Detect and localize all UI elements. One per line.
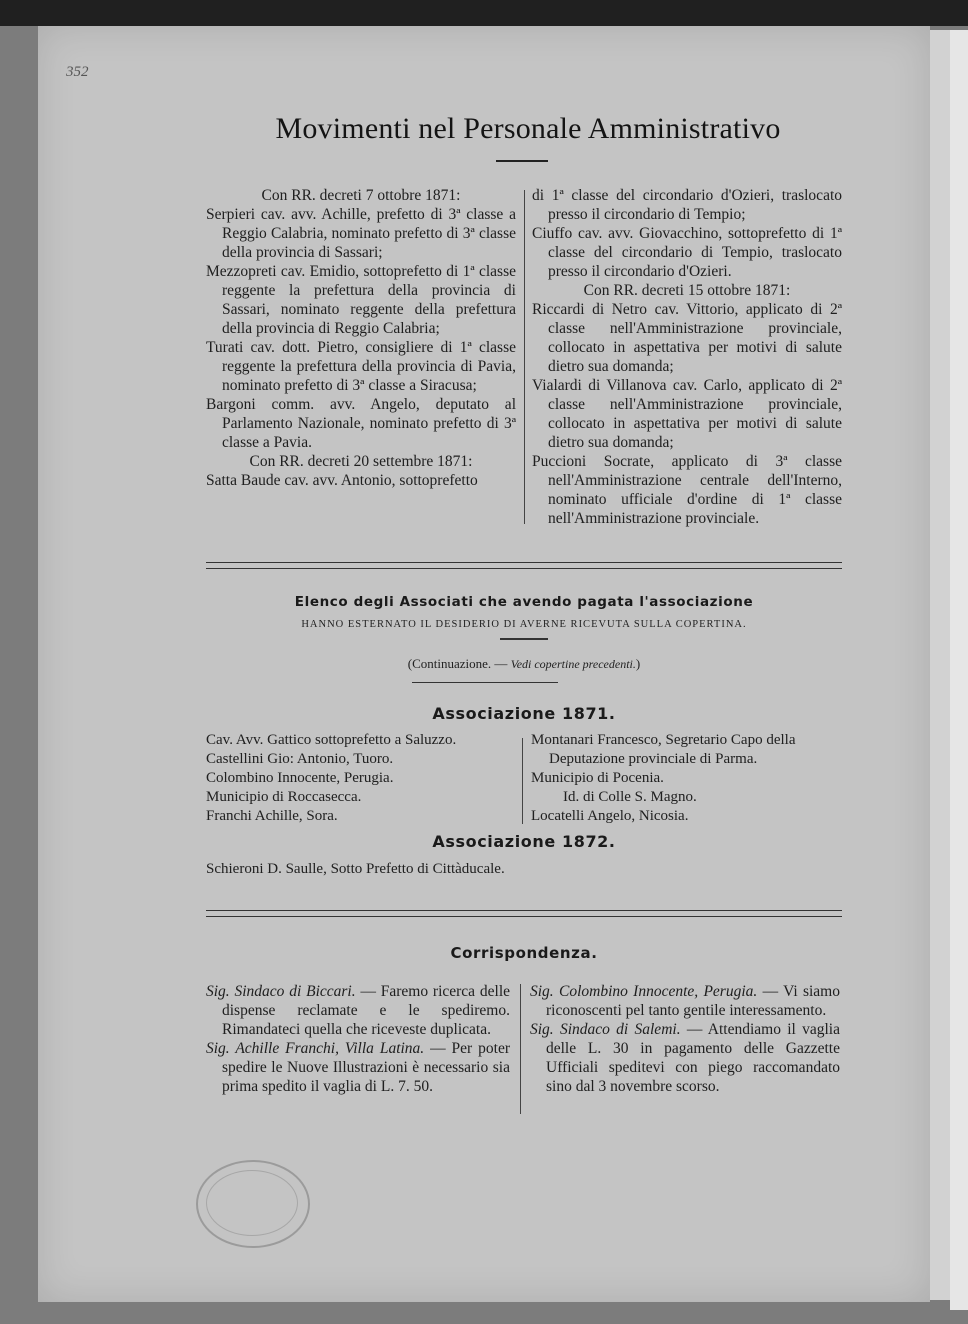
correspondence-text: — Per poter spedire le Nuove Illustrazioni è necessario sia prima spedito il vaglia di L. 7. 50. <box>222 1040 510 1095</box>
corrispondenza-heading: Corrispondenza. <box>450 944 598 962</box>
correspondence-addressee: Sig. Sindaco di Salemi. <box>530 1021 681 1038</box>
correspondence-addressee: Sig. Sindaco di Biccari. <box>206 983 356 1000</box>
section-double-rule <box>206 562 842 569</box>
list-item: Franchi Achille, Sora. <box>206 808 338 824</box>
movement-entry: Puccioni Socrate, applicato di 3ª classe nell'Amministrazione centrale dell'Interno, nominato ufficiale d'ordine di 1ª classe nell'Amministrazione provinciale. <box>532 453 842 527</box>
continuation-label: (Continuazione. — <box>407 656 508 671</box>
page-edge-outer <box>950 30 968 1310</box>
correspondence-text: — Faremo ricerca delle dispense reclamate e le spediremo. Rimandateci quella che riceveste duplicata. <box>222 983 511 1038</box>
movement-entry: Bargoni comm. avv. Angelo, deputato al Parlamento Nazionale, nominato prefetto di 3ª classe a Pavia. <box>206 396 516 451</box>
correspondence-entry <box>530 1020 840 1096</box>
title-rule <box>496 160 548 162</box>
movement-entry: Mezzopreti cav. Emidio, sottoprefetto di 1ª classe reggente la prefettura della provincia di Sassari, nominato reggente della prefettura della provincia di Reggio Calabria; <box>206 263 516 337</box>
movement-entry: Ciuffo cav. avv. Giovacchino, sottoprefetto di 1ª classe del circondario di Tempio, traslocato presso il circondario d'Ozieri. <box>532 225 842 280</box>
correspondence-entry <box>530 982 840 1020</box>
correspondence-addressee: Sig. Colombino Innocente, Perugia. <box>530 983 758 1000</box>
movement-entry: Vialardi di Villanova cav. Carlo, applicato di 2ª classe nell'Amministrazione provinciale, collocato in aspettativa per motivi di salute dietro sua domanda; <box>532 377 842 451</box>
list-item: Colombino Innocente, Perugia. <box>206 770 394 786</box>
decree-heading: Con RR. decreti 7 ottobre 1871: <box>261 187 461 204</box>
correspondence-entry <box>206 982 510 1039</box>
assoc-1872-entry <box>206 860 842 879</box>
elenco-heading: Elenco degli Associati che avendo pagata l'associazione <box>294 594 754 610</box>
decree-heading: Con RR. decreti 15 ottobre 1871: <box>583 282 791 299</box>
list-item: Cav. Avv. Gattico sottoprefetto a Saluzzo. <box>206 732 457 748</box>
assoc-1871-left-list <box>206 731 516 826</box>
list-item: Montanari Francesco, Segretario Capo della <box>531 732 796 748</box>
correspondence-entry <box>206 1039 510 1096</box>
column-divider <box>524 190 525 524</box>
library-stamp-inner <box>206 1170 298 1236</box>
correspondence-addressee: Sig. Achille Franchi, Villa Latina. <box>206 1040 425 1057</box>
continuation-reference: Vedi copertine precedenti. <box>510 657 636 671</box>
movements-left-column <box>206 186 516 490</box>
elenco-rule <box>500 638 548 640</box>
continuation-close: ) <box>635 656 641 671</box>
movement-entry: Turati cav. dott. Pietro, consigliere di 1ª classe reggente la prefettura della provincia di Pavia, nominato prefetto di 3ª classe a Siracusa; <box>206 339 516 394</box>
elenco-subheading: HANNO ESTERNATO IL DESIDERIO DI AVERNE RICEVUTA SULLA COPERTINA. <box>301 619 747 630</box>
list-item: Id. di Colle S. Magno. <box>563 789 697 805</box>
assoc-divider <box>522 738 523 824</box>
movement-entry: di 1ª classe del circondario d'Ozieri, traslocato presso il circondario di Tempio; <box>532 187 842 223</box>
page-number: 352 <box>66 64 89 80</box>
corrispondenza-right-column <box>530 982 840 1096</box>
corrispondenza-left-column <box>206 982 510 1096</box>
assoc-1871-heading: Associazione 1871. <box>432 704 616 723</box>
movements-right-column <box>532 186 842 528</box>
assoc-1872-heading: Associazione 1872. <box>432 832 616 851</box>
movement-entry: Serpieri cav. avv. Achille, prefetto di 3ª classe a Reggio Calabria, nominato prefetto di 3ª classe della provincia di Sassari; <box>206 206 516 261</box>
movement-entry: Riccardi di Netro cav. Vittorio, applicato di 2ª classe nell'Amministrazione provinciale, collocato in aspettativa per motivi di salute dietro sua domanda; <box>532 301 842 375</box>
section-double-rule-2 <box>206 910 842 917</box>
list-item: Municipio di Pocenia. <box>531 770 664 786</box>
page-title: Movimenti nel Personale Amministrativo <box>275 112 781 145</box>
scan-top-border <box>0 0 968 26</box>
movement-entry: Satta Baude cav. avv. Antonio, sottoprefetto <box>206 472 478 489</box>
list-item: Deputazione provinciale di Parma. <box>549 751 758 767</box>
continuation-note <box>206 656 842 672</box>
list-item: Municipio di Roccasecca. <box>206 789 362 805</box>
correspondence-text: — Attendiamo il vaglia delle L. 30 in pagamento delle Gazzette Ufficiali speditevi con piego raccomandato sino dal 3 novembre scorso. <box>546 1021 840 1095</box>
correspondence-text: — Vi siamo riconoscenti pel tanto gentile interessamento. <box>546 983 840 1019</box>
list-item: Castellini Gio: Antonio, Tuoro. <box>206 751 394 767</box>
assoc-1871-right-list <box>531 731 841 826</box>
list-item: Locatelli Angelo, Nicosia. <box>531 808 689 824</box>
list-item: Schieroni D. Saulle, Sotto Prefetto di Cittàducale. <box>206 861 505 877</box>
continuation-rule <box>412 682 558 683</box>
decree-heading: Con RR. decreti 20 settembre 1871: <box>249 453 473 470</box>
corrispondenza-divider <box>520 984 521 1114</box>
